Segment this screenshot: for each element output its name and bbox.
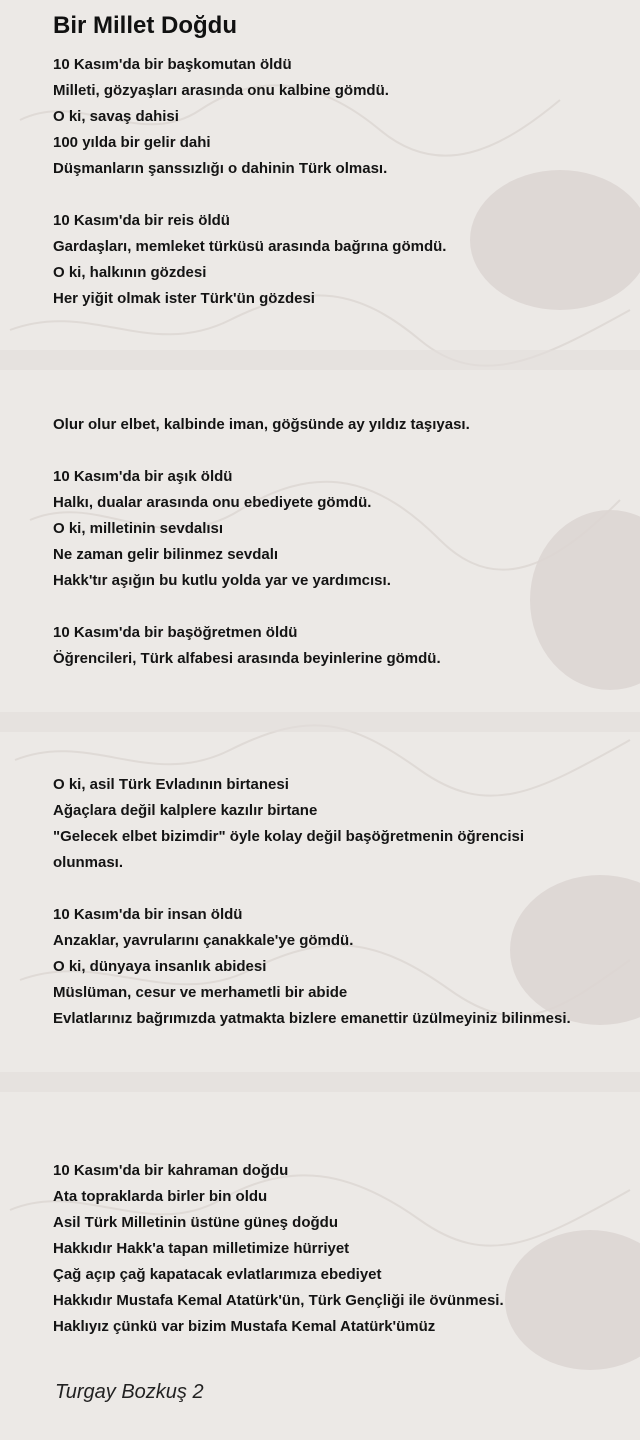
- poem-line: 100 yılda bir gelir dahi: [53, 134, 211, 151]
- poem-line: Halkı, dualar arasında onu ebediyete gömdü.: [53, 494, 372, 511]
- poem-line: Haklıyız çünkü var bizim Mustafa Kemal Atatürk'ümüz: [53, 1318, 436, 1335]
- poem-line: Anzaklar, yavrularını çanakkale'ye gömdü.: [53, 932, 354, 949]
- poem-line: Milleti, gözyaşları arasında onu kalbine gömdü.: [53, 82, 389, 99]
- poem-line: 10 Kasım'da bir aşık öldü: [53, 468, 233, 485]
- poem-line: Olur olur elbet, kalbinde iman, göğsünde ay yıldız taşıyası.: [53, 416, 470, 433]
- poem-line: 10 Kasım'da bir reis öldü: [53, 212, 230, 229]
- poem-line: 10 Kasım'da bir başkomutan öldü: [53, 56, 292, 73]
- poem-line: O ki, savaş dahisi: [53, 108, 179, 125]
- poem-line: Her yiğit olmak ister Türk'ün gözdesi: [53, 290, 315, 307]
- poem-line: O ki, milletinin sevdalısı: [53, 520, 224, 537]
- poem-line: Evlatlarınız bağrımızda yatmakta bizlere emanettir üzülmeyiniz bilinmesi.: [53, 1010, 571, 1027]
- poem-line: Asil Türk Milletinin üstüne güneş doğdu: [53, 1214, 338, 1231]
- poem-line: Ağaçlara değil kalplere kazılır birtane: [53, 802, 318, 819]
- poem-line: O ki, asil Türk Evladının birtanesi: [53, 776, 289, 793]
- poem-line: Gardaşları, memleket türküsü arasında bağrına gömdü.: [53, 238, 447, 255]
- poem-line: Çağ açıp çağ kapatacak evlatlarımıza ebediyet: [53, 1266, 382, 1283]
- poem-line: Müslüman, cesur ve merhametli bir abide: [53, 984, 348, 1001]
- poem-line: Düşmanların şanssızlığı o dahinin Türk olması.: [53, 160, 388, 177]
- poem-line: Öğrencileri, Türk alfabesi arasında beyinlerine gömdü.: [53, 650, 441, 667]
- poem-line: Ne zaman gelir bilinmez sevdalı: [53, 546, 279, 563]
- poem-line: 10 Kasım'da bir başöğretmen öldü: [53, 624, 298, 641]
- poem-line: Hakkıdır Hakk'a tapan milletimize hürriyet: [53, 1240, 350, 1257]
- poem-line: O ki, halkının gözdesi: [53, 264, 207, 281]
- poem-line: O ki, dünyaya insanlık abidesi: [53, 958, 267, 975]
- poem-title: Bir Millet Doğdu: [53, 12, 237, 39]
- poem-line: 10 Kasım'da bir kahraman doğdu: [53, 1162, 289, 1179]
- poem-line: olunması.: [53, 854, 124, 871]
- author-signature: Turgay Bozkuş 2: [55, 1381, 204, 1403]
- poem-line: 10 Kasım'da bir insan öldü: [53, 906, 243, 923]
- poem-line: Hakk'tır aşığın bu kutlu yolda yar ve yardımcısı.: [53, 572, 391, 589]
- poem-line: Ata topraklarda birler bin oldu: [53, 1188, 268, 1205]
- poem-line: "Gelecek elbet bizimdir" öyle kolay değil başöğretmenin öğrencisi: [53, 828, 525, 845]
- poem-line: Hakkıdır Mustafa Kemal Atatürk'ün, Türk Gençliği ile övünmesi.: [53, 1292, 504, 1309]
